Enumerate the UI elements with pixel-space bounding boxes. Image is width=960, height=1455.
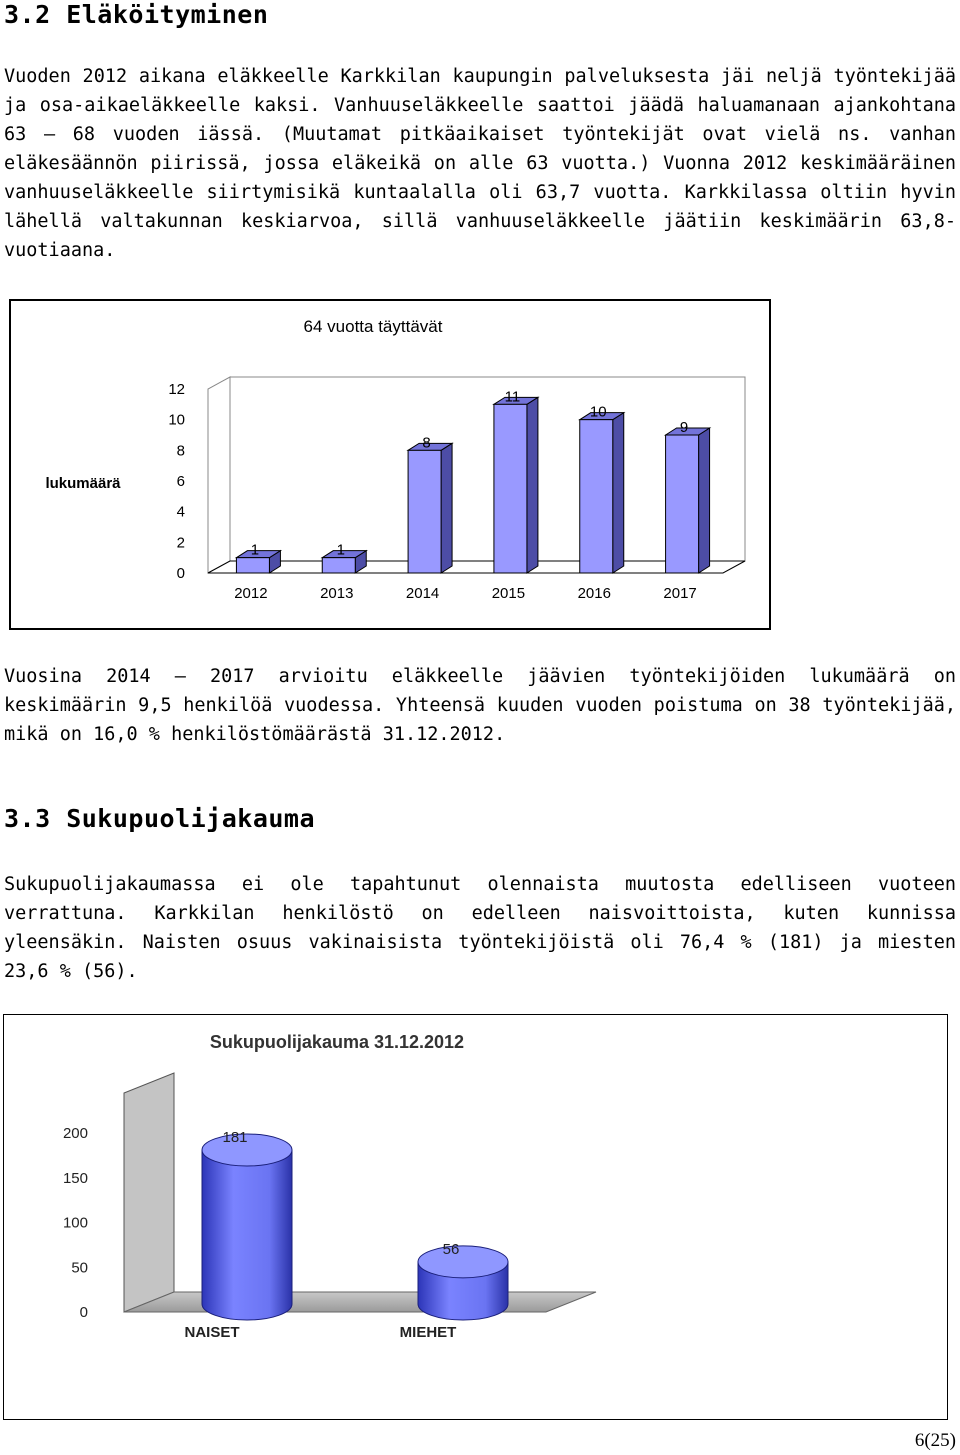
data-label: 181 [222, 1129, 248, 1147]
retirement-forecast-paragraph: Vuosina 2014 – 2017 arvioitu eläkkeelle jäävien työntekijöiden lukumäärä on keskimäärin 9,5 henkilöä vuodessa. Yhteensä kuuden vuoden poistuma on 38 työntekijää, mikä on 16,0 % henkilöstömäärästä 31.12.2012. [4, 666, 956, 745]
cylinder-bar [202, 1150, 292, 1320]
y-axis-label: lukumäärä [45, 475, 121, 492]
y-tick-label: 150 [62, 1169, 88, 1187]
gender-paragraph: Sukupuolijakaumassa ei ole tapahtunut olennaista muutosta edelliseen vuoteen verrattuna. Karkkilan henkilöstö on edelleen naisvoittoista, kuten kunnissa yleensäkin. Naisten osuus vakinaisista työntekijöistä oli 76,4 % (181) ja miesten 23,6 % (56). [4, 874, 956, 982]
retirement-chart-svg [11, 301, 769, 628]
bar-side [527, 397, 538, 573]
data-label: 9 [679, 419, 689, 436]
bar-side [699, 428, 710, 573]
y-tick-label: 2 [176, 534, 185, 552]
x-tick-label: MIEHET [399, 1324, 457, 1341]
x-tick-label: 2012 [234, 585, 268, 602]
data-label: 10 [589, 403, 607, 421]
bar [580, 420, 613, 573]
data-label: 56 [442, 1240, 460, 1258]
x-tick-label: 2015 [491, 585, 526, 602]
chart-title: 64 vuotta täyttävät [303, 317, 443, 336]
chart-side-wall [124, 1073, 174, 1312]
cylinder-top [418, 1246, 508, 1278]
y-tick-label: 0 [79, 1304, 88, 1321]
y-tick-label: 6 [176, 473, 185, 490]
y-tick-label: 0 [176, 565, 185, 582]
x-tick-label: 2014 [405, 585, 440, 602]
chart-floor [208, 561, 745, 573]
x-tick-label: 2013 [320, 585, 354, 602]
y-tick-label: 200 [62, 1125, 88, 1142]
bar-side [441, 443, 452, 573]
y-tick-label: 50 [71, 1259, 88, 1277]
y-tick-label: 100 [62, 1214, 88, 1232]
chart-side-wall [208, 377, 230, 573]
retirement-chart [9, 299, 771, 630]
gender-chart-svg [4, 1015, 947, 1419]
data-label: 1 [336, 541, 345, 559]
bar-side [613, 413, 624, 573]
x-tick-label: NAISET [184, 1324, 240, 1341]
chart-title: Sukupuolijakauma 31.12.2012 [209, 1032, 465, 1052]
y-tick-label: 12 [168, 381, 185, 398]
bar [494, 404, 527, 573]
data-label: 1 [250, 541, 260, 559]
section-heading-retirement: 3.2 Eläköityminen [4, 0, 269, 29]
x-tick-label: 2016 [577, 585, 611, 602]
page-number: 6(25) [914, 1430, 956, 1451]
bar [236, 558, 269, 573]
bar [408, 450, 441, 573]
gender-chart [3, 1014, 948, 1420]
chart-floor [124, 1292, 596, 1312]
bar [666, 435, 699, 573]
retirement-paragraph: Vuoden 2012 aikana eläkkeelle Karkkilan kaupungin palveluksesta jäi neljä työntekijää ja osa-aikaeläkkeelle kaksi. Vanhuuseläkkeelle saattoi jäädä haluamanaan ajankohtana 63 – 68 vuoden iässä. (Muutamat pitkäaikaiset työntekijät ovat vielä ns. vanhan eläkesäännön piirissä, jossa eläkeikä on alle 63 vuotta.) Vuonna 2012 keskimääräinen vanhuuseläkkeelle siirtymisikä kuntaalalla oli 63,7 vuotta. Karkkilassa oltiin hyvin lähellä valtakunnan keskiarvoa, sillä vanhuuseläkkeelle jäätiin keskimäärin 63,8-vuotiaana. [4, 66, 956, 261]
y-tick-label: 8 [176, 442, 185, 460]
data-label: 11 [504, 388, 521, 406]
data-label: 8 [422, 434, 431, 452]
y-tick-label: 4 [176, 503, 185, 521]
section-heading-gender: 3.3 Sukupuolijakauma [4, 804, 316, 833]
bar [322, 558, 355, 573]
y-tick-label: 10 [168, 411, 185, 429]
x-tick-label: 2017 [663, 585, 697, 602]
